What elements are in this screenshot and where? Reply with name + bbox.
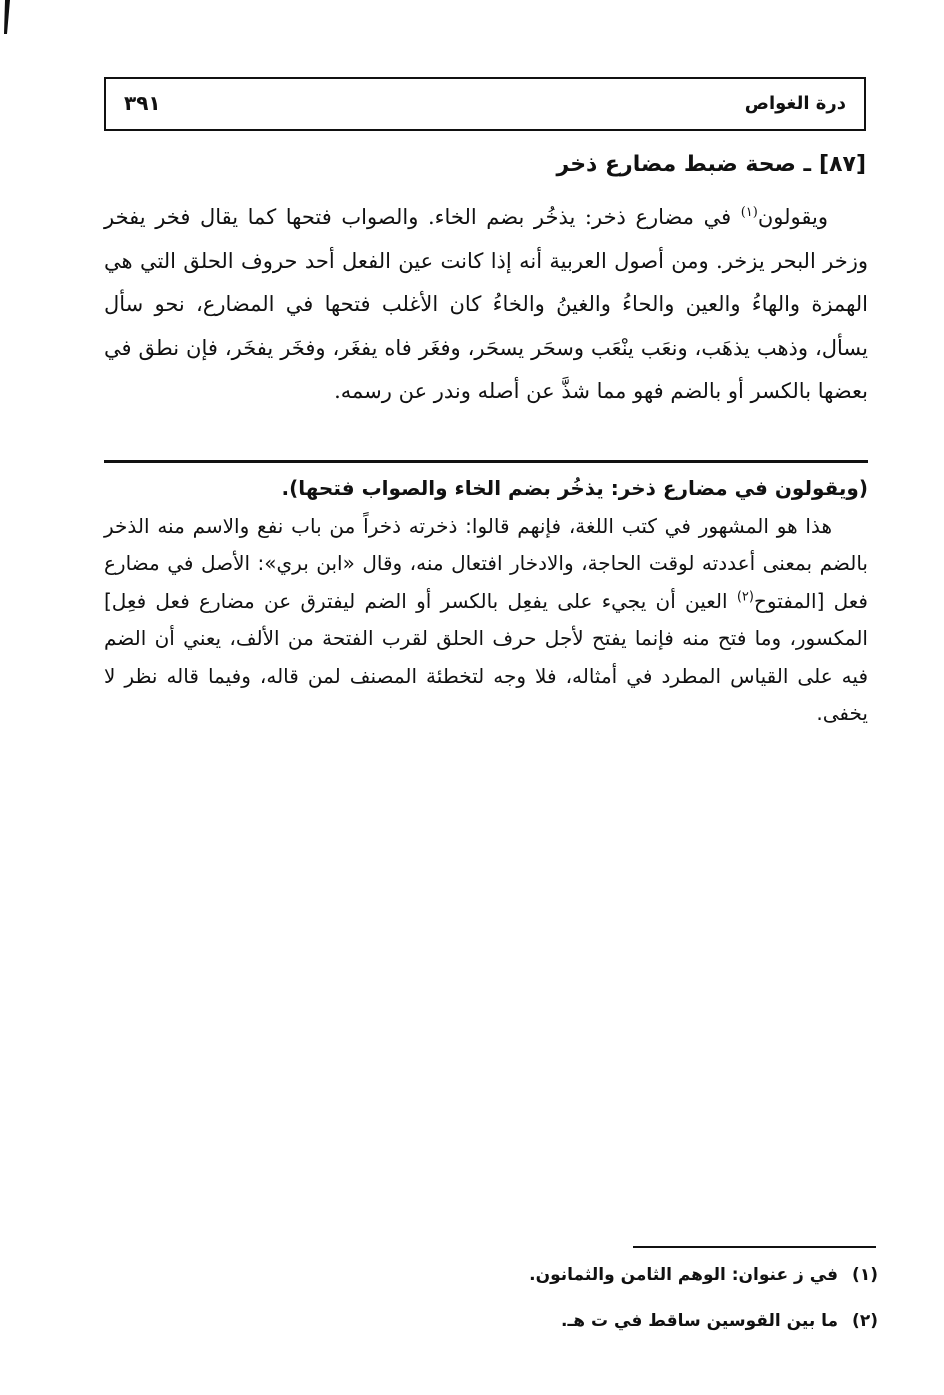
corner-mark: [2, 0, 10, 34]
section-number: [٨٧]: [819, 152, 866, 177]
footnote-2: [561, 1311, 878, 1331]
main-start: ويقولون: [757, 205, 828, 229]
footnote-text: في ز عنوان: الوهم الثامن والثمانون.: [529, 1265, 839, 1285]
footnote-number: (٢): [852, 1311, 878, 1331]
footnote-ref-1: (١): [740, 205, 758, 220]
footnote-1: [529, 1265, 878, 1285]
section-divider: [104, 460, 868, 463]
running-header: [104, 77, 866, 131]
section-title: ـ صحة ضبط مضارع ذخر: [556, 152, 812, 177]
commentary: [104, 470, 868, 733]
running-title: درة الغواص: [744, 93, 846, 114]
main-rest: في مضارع ذخر: يذخُر بضم الخاء. والصواب فتحها كما يقال فخر يفخر وزخر البحر يزخر. ومن أصول العربية أنه إذا كانت عين الفعل أحد حروف الحلق التي هي الهمزة والهاءُ والعين والحاءُ والغينُ والخاءُ كان الأغلب فتحها في المضارع، نحو سأل يسأل، وذهب يذهَب، ونعَب ينْعَب وسحَر يسحَر، وفغَر فاه يفغَر، وفخَر يفخَر، فإن نطق في بعضها بالكسر أو بالضم فهو مما شذَّ عن أصله وندر عن رسمه.: [104, 205, 868, 403]
footnote-text: ما بين القوسين ساقط في ت هـ.: [561, 1311, 839, 1331]
footnote-ref-2: (٢): [736, 588, 754, 604]
footnote-divider: [633, 1246, 876, 1248]
main-paragraph: [104, 196, 868, 414]
commentary-rest: العين أن يجيء على يفعِل بالكسر أو الضم ليفترق عن مضارع فعل فعِل] المكسور، وما فتح منه فإنما يفتح لأجل حرف الحلق لقرب الفتحة من الألف، يعني أن الضم فيه على القياس المطرد في أمثاله، فلا وجه لتخطئة المصنف لمن قاله، وفيما قاله نظر لا يخفى.: [104, 588, 868, 725]
page-number: ٣٩١: [124, 91, 161, 115]
section-heading: [557, 152, 866, 177]
commentary-lead: (ويقولون في مضارع ذخر: يذخُر بضم الخاء والصواب فتحها).: [281, 476, 868, 500]
main-text: [104, 196, 868, 414]
commentary-body: [104, 508, 868, 733]
footnote-number: (١): [852, 1265, 878, 1285]
commentary-start: هذا هو المشهور في كتب اللغة، فإنهم قالوا: ذخرته ذخراً من باب نفع والاسم منه الذخر بالضم بمعنى أعددته لوقت الحاجة، والادخار افتعال منه، وقال «ابن بري»: الأصل في مضارع فعل [المفتوح: [104, 513, 868, 613]
